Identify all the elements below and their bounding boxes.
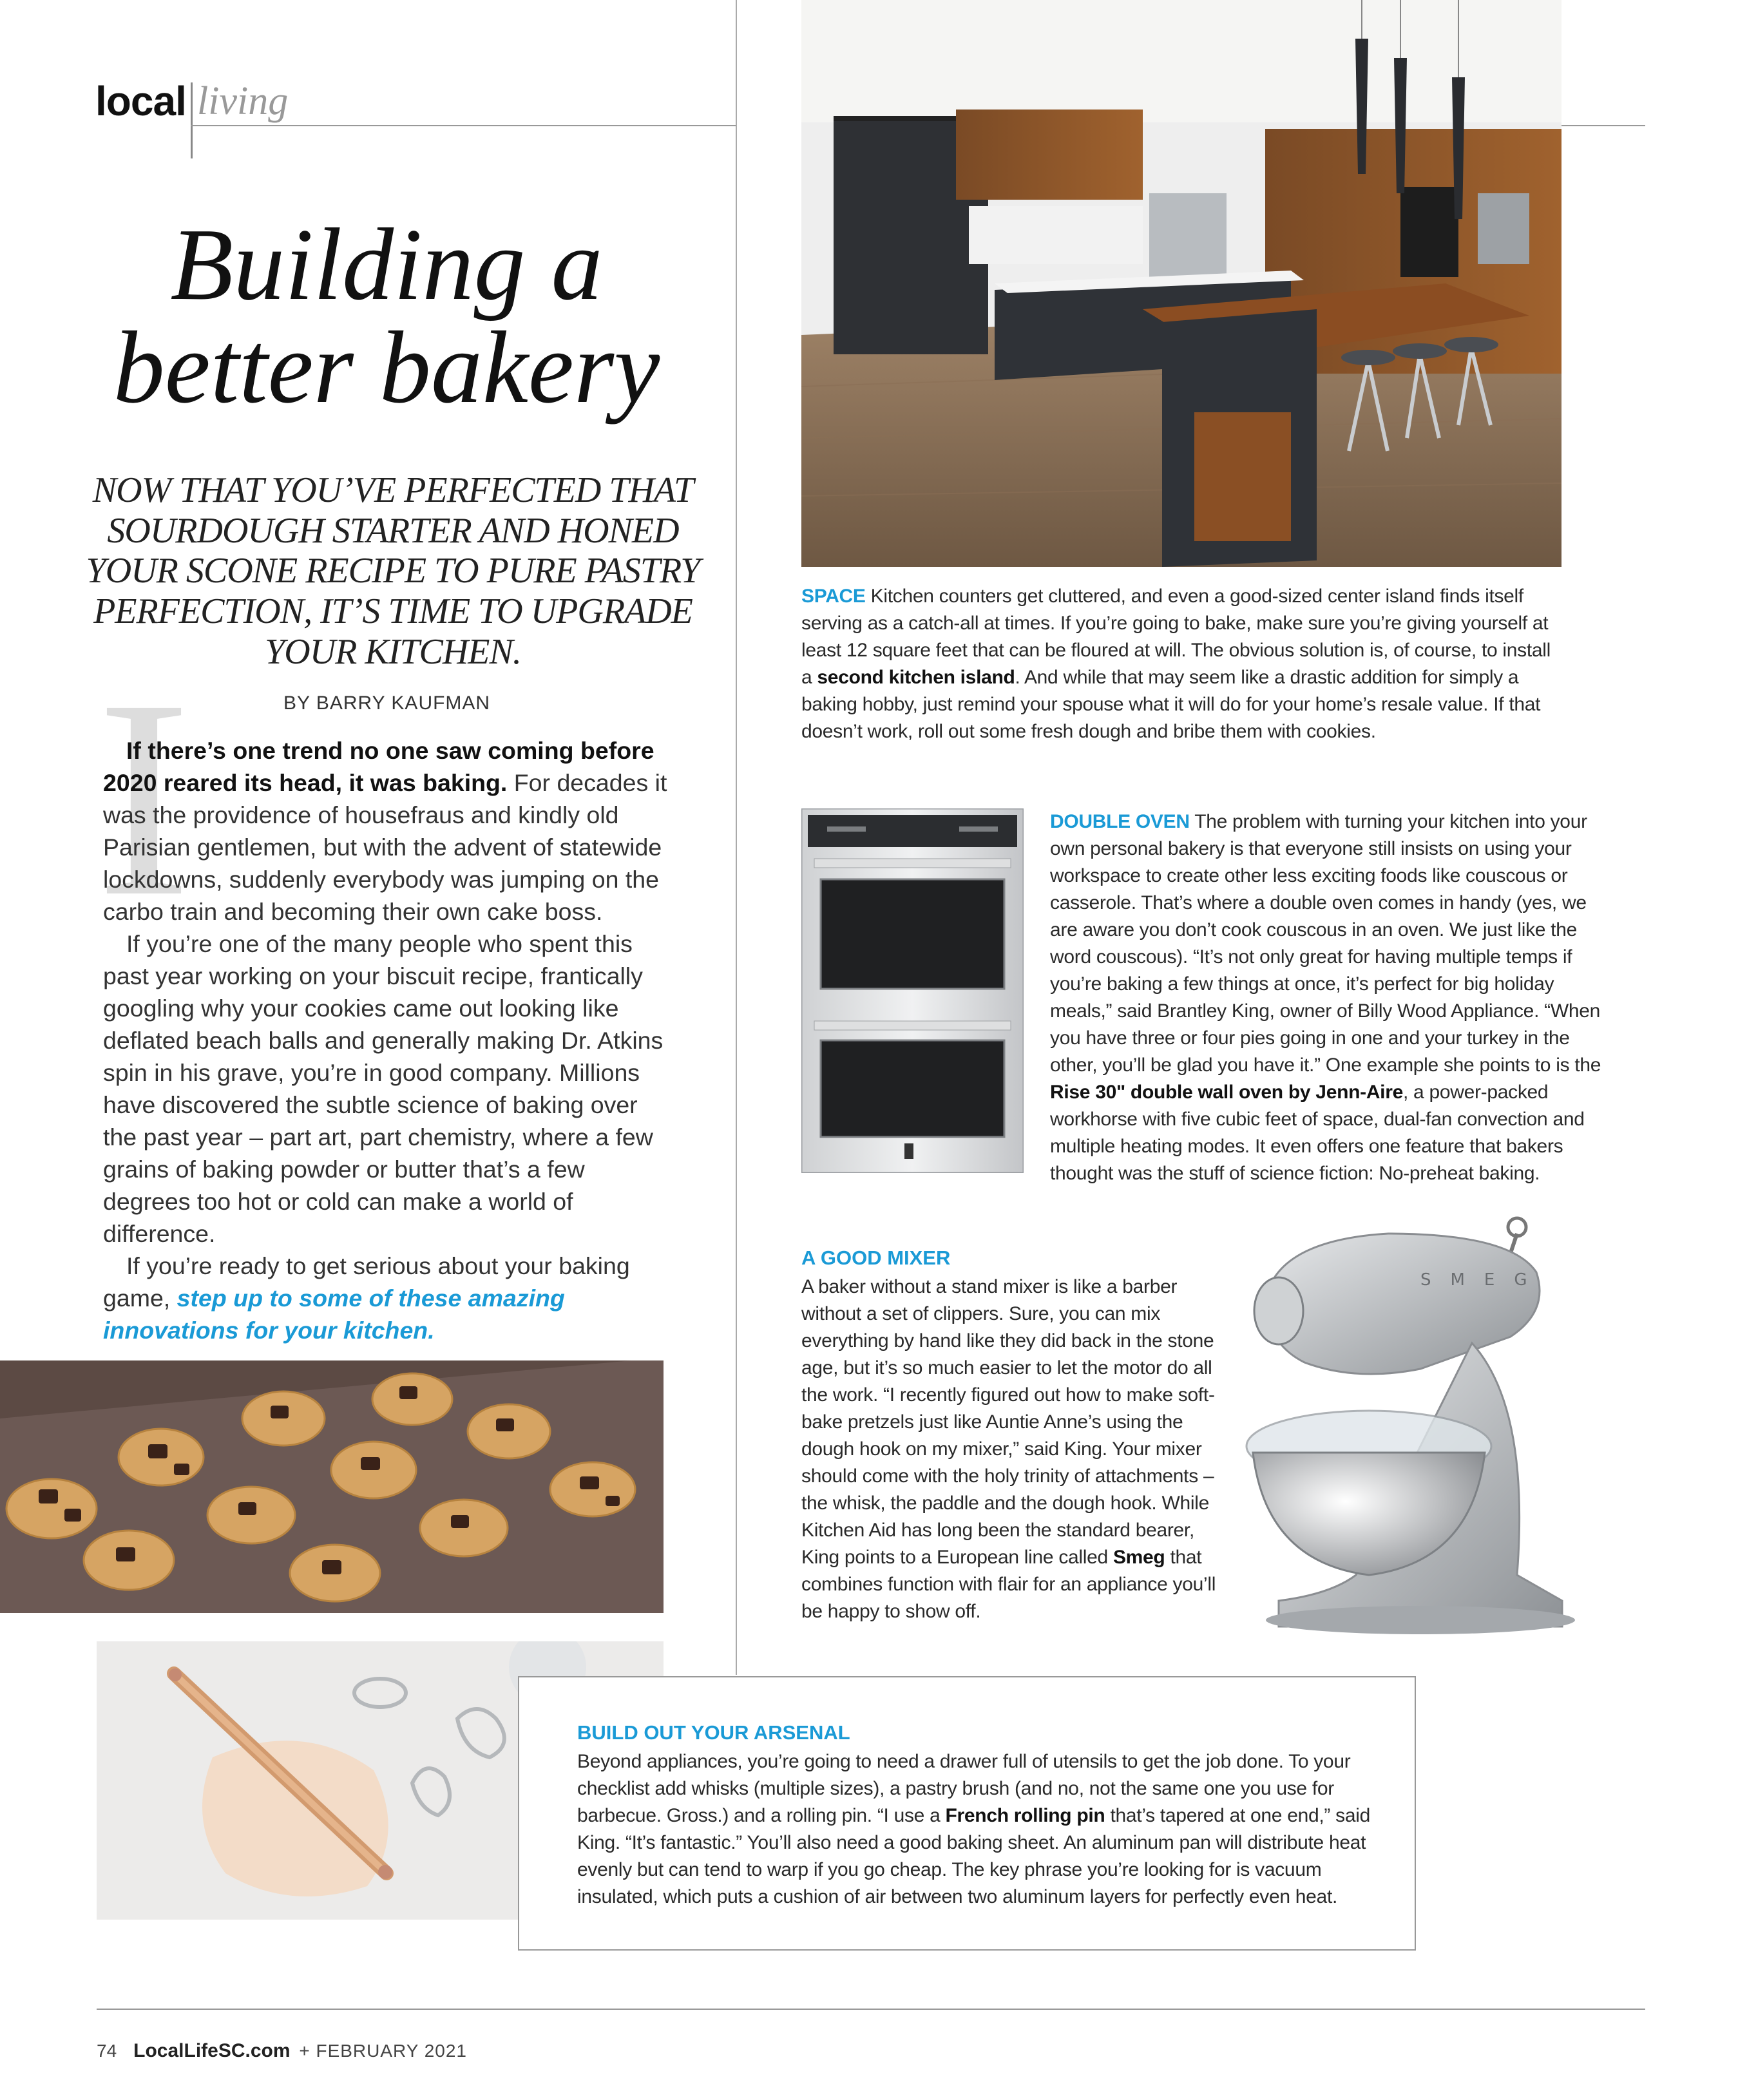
oven-bold: Rise 30" double wall oven by Jenn-Aire (1050, 1082, 1403, 1103)
kitchen-photo (801, 0, 1561, 567)
header-rule (191, 125, 736, 126)
paragraph-1-text: For decades it was the providence of housefraus and kindly old Parisian gentlemen, but with the advent of statewide lockdowns, suddenly everybody was jumping on the carbo train and becoming their own cake boss. (103, 769, 667, 925)
double-oven-section (1050, 808, 1604, 1187)
brand-divider (191, 82, 193, 158)
oven-kicker: DOUBLE OVEN (1050, 811, 1190, 832)
mixer-text-1: A baker without a stand mixer is like a barber without a set of clippers. Sure, you can mix everything by hand like they did back in the stone age, but it’s so much easier to let the motor do all the work. “I recently figured out how to make soft-bake pretzels just like Auntie Anne’s using the dough hook on my mixer,” said King. Your mixer should come with the holy trinity of attachments – the whisk, the paddle and the dough hook. While Kitchen Aid has long been the standard bearer, King points to a European line called (801, 1276, 1215, 1568)
oven-illustration (801, 808, 1024, 1173)
oven-text-2: , a power-packed workhorse with five cubic feet of space, dual-fan convection and multiple heating modes. It even offers one feature that bakers thought was the stuff of science fiction: No-preheat baking. (1050, 1082, 1585, 1184)
stand-mixer-photo (1227, 1214, 1575, 1639)
arsenal-section (577, 1748, 1376, 1911)
paragraph-2: If you’re one of the many people who spent this past year working on your biscuit recipe, frantically googling why your cookies came out looking like deflated beach balls and generally making Dr. Atkins spin in his grave, you’re in good company. Millions have discovered the subtle science of baking over the past year – part art, part chemistry, where a few grains of baking powder or butter that’s a few degrees too hot or cold can make a world of difference. (103, 930, 664, 1247)
headline (64, 207, 709, 425)
page-footer (97, 2040, 467, 2062)
headline-line-2: better bakery (113, 310, 660, 425)
paragraph-3 (103, 1250, 670, 1346)
column-divider (736, 0, 737, 1675)
cookie-dough-photo (0, 1360, 664, 1613)
cookies-illustration (0, 1360, 664, 1613)
headline-line-1: Building a (170, 207, 603, 321)
byline: BY BARRY KAUFMAN (283, 692, 491, 714)
site-link[interactable]: LocalLifeSC.com (133, 2040, 291, 2061)
mixer-bold: Smeg (1113, 1547, 1165, 1568)
arsenal-text-2: that’s tapered at one end,” said King. “It’s fantastic.” You’ll also need a good baking sheet. An aluminum pan will distribute heat evenly but can tend to warp if you go cheap. The key phrase you’re looking for is vacuum insulated, which puts a cushion of air between two aluminum layers for perfectly even heat. (577, 1805, 1370, 1907)
page-number: 74 (97, 2041, 117, 2061)
drop-cap: I (97, 642, 191, 955)
oven-text-1: The problem with turning your kitchen into your own personal bakery is that everyone still insists on using your workspace to create other less exciting foods like couscous or casserole. That’s where a double oven comes in handy (yes, we are aware you don’t cook couscous in an oven. We just like the word couscous). “It’s not only great for having multiple temps if you’re baking a few things at once, it’s perfect for big holiday meals,” said Brantley King, owner of Billy Wood Appliance. “When you have three or four pies going in one and your turkey in the other, you’ll be glad you have it.” One example she points to is the (1050, 811, 1601, 1076)
mixer-text-2: that combines function with flair for an appliance you’ll be happy to show off. (801, 1547, 1216, 1622)
brand-local: local (95, 78, 186, 124)
arsenal-text-1: Beyond appliances, you’re going to need a drawer full of utensils to get the job done. To your checklist add whisks (multiple sizes), a pastry brush (and no, not the same one you use for barbecue. Gross.) and a rolling pin. “I use a (577, 1751, 1351, 1826)
space-section (801, 583, 1561, 745)
cta-link[interactable]: step up to some of these amazing innovations for your kitchen. (103, 1284, 565, 1344)
mixer-brand-label: SMEG (1420, 1270, 1547, 1290)
space-text-2: . And while that may seem like a drastic addition for simply a baking hobby, just remind your spouse what it will do for your home’s resale value. If that doesn’t work, roll out some fresh dough and bribe them with cookies. (801, 667, 1541, 742)
article-body (103, 734, 670, 1346)
footer-rule (97, 2009, 1645, 2010)
deck: NOW THAT YOU’VE PERFECTED THAT SOURDOUGH STARTER AND HONED YOUR SCONE RECIPE TO PURE PASTRY PERFECTION, IT’S TIME TO UPGRADE YOUR KITCHEN. (86, 470, 700, 672)
header-rule-right (1560, 125, 1645, 126)
kitchen-illustration (801, 0, 1561, 567)
mixer-section (801, 1274, 1220, 1625)
lead-in: If there’s one trend no one saw coming before 2020 reared its head, it was baking. (103, 737, 654, 796)
issue-date: + FEBRUARY 2021 (299, 2041, 467, 2061)
double-oven-photo (801, 808, 1024, 1173)
arsenal-bold: French rolling pin (945, 1805, 1105, 1826)
paragraph-1 (103, 734, 670, 928)
space-bold: second kitchen island (817, 667, 1015, 688)
brand-living: living (197, 79, 289, 123)
mixer-illustration (1227, 1214, 1575, 1639)
paragraph-3-text: If you’re ready to get serious about your baking game, (103, 1252, 630, 1312)
space-text-1: Kitchen counters get cluttered, and even a good-sized center island finds itself serving as a catch-all at times. If you’re going to bake, make sure you’re giving yourself at least 12 square feet that can be floured at will. The obvious solution is, of course, to install a (801, 586, 1551, 688)
arsenal-kicker: BUILD OUT YOUR ARSENAL (577, 1721, 850, 1744)
mixer-kicker: A GOOD MIXER (801, 1246, 951, 1269)
space-kicker: SPACE (801, 586, 866, 607)
